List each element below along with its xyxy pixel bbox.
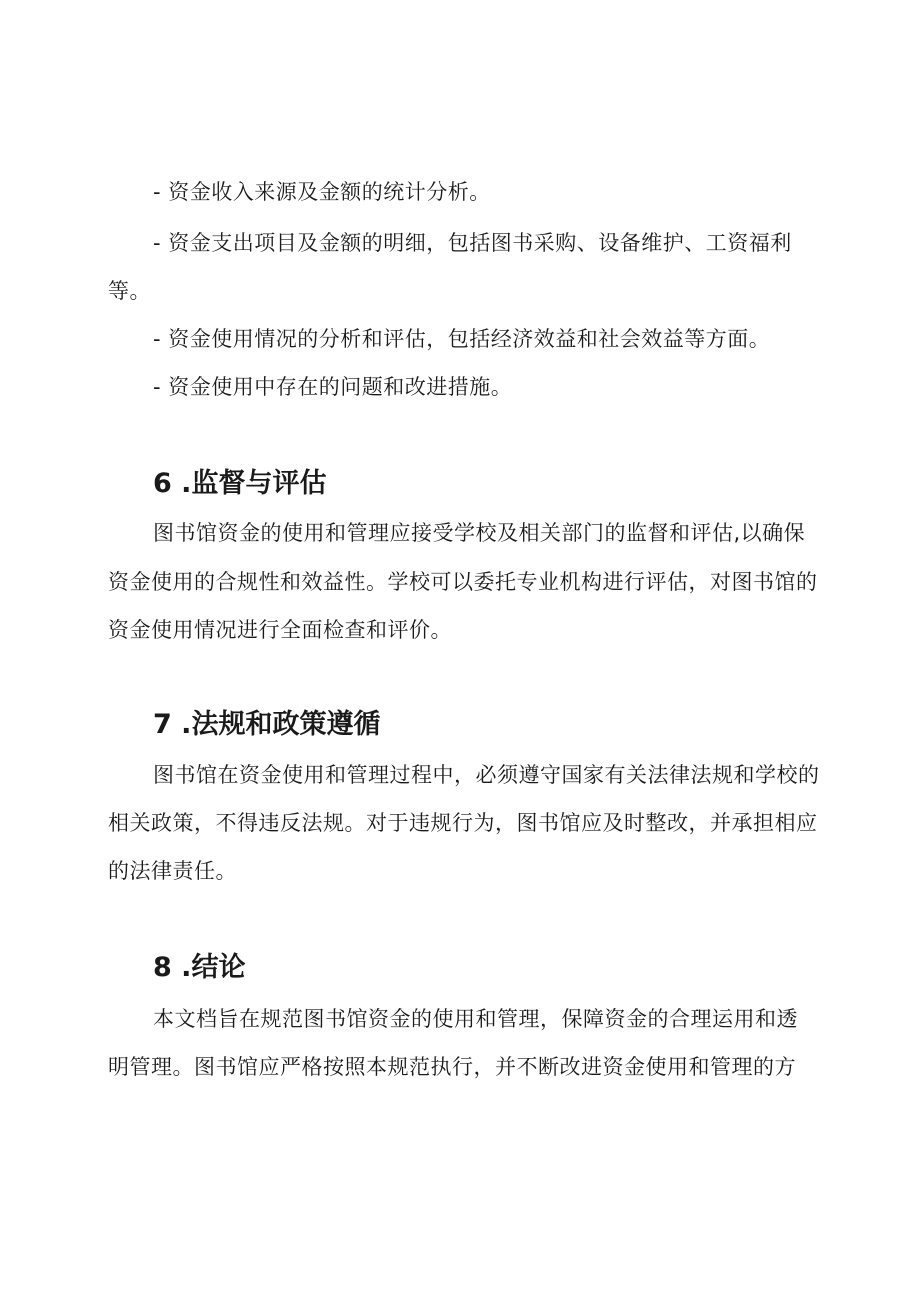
bullet-income-analysis: - 资金收入来源及金额的统计分析。 (153, 180, 491, 204)
section-7-line-1: 图书馆在资金使用和管理过程中，必须遵守国家有关法律法规和学校的 (153, 763, 820, 787)
section-heading-supervision: 6 .监督与评估 (153, 468, 327, 499)
bullet-problems-improvements: - 资金使用中存在的问题和改进措施。 (153, 375, 513, 399)
section-6-line-3: 资金使用情况进行全面检查和评价。 (108, 618, 452, 642)
section-6-line-2: 资金使用的合规性和效益性。学校可以委托专业机构进行评估，对图书馆的 (108, 570, 818, 594)
section-6-line-1: 图书馆资金的使用和管理应接受学校及相关部门的监督和评估,以确保 (153, 521, 806, 545)
section-7-line-2: 相关政策，不得违反法规。对于违规行为，图书馆应及时整改，并承担相应 (108, 811, 818, 835)
section-heading-regulations: 7 .法规和政策遵循 (153, 709, 381, 740)
section-heading-conclusion: 8 .结论 (153, 952, 246, 983)
section-8-line-2: 明管理。图书馆应严格按照本规范执行，并不断改进资金使用和管理的方 (108, 1055, 796, 1079)
bullet-expense-details: - 资金支出项目及金额的明细，包括图书采购、设备维护、工资福利 (153, 231, 792, 255)
bullet-expense-details-continued: 等。 (108, 279, 151, 303)
section-8-line-1: 本文档旨在规范图书馆资金的使用和管理，保障资金的合理运用和透 (153, 1007, 798, 1031)
bullet-usage-evaluation: - 资金使用情况的分析和评估，包括经济效益和社会效益等方面。 (153, 327, 771, 351)
section-7-line-3: 的法律责任。 (108, 859, 237, 883)
